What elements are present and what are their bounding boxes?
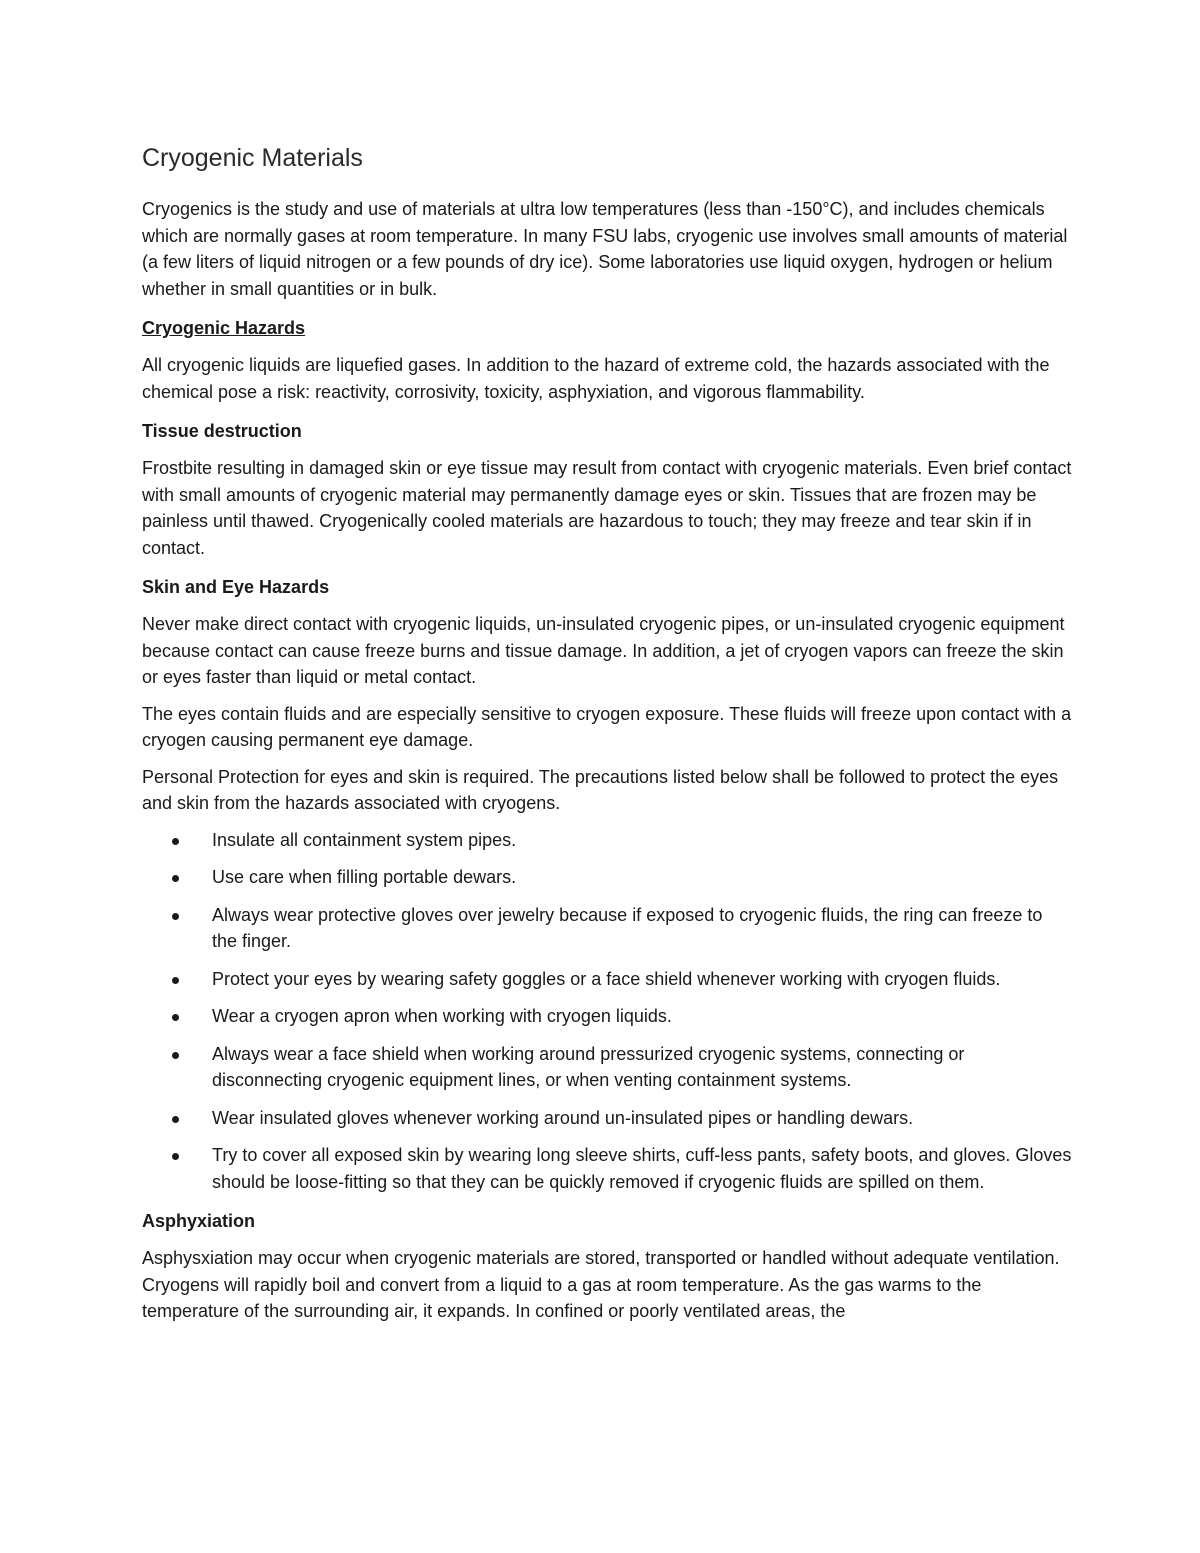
list-item-text: Protect your eyes by wearing safety goggles or a face shield whenever working with cryogen fluids. — [212, 968, 1001, 989]
list-item — [142, 827, 1072, 854]
bullet-icon — [172, 1052, 179, 1059]
list-item — [142, 902, 1072, 955]
list-item — [142, 864, 1072, 891]
bullet-icon — [172, 1014, 179, 1021]
bullet-icon — [172, 875, 179, 882]
list-item-text: Always wear protective gloves over jewelry because if exposed to cryogenic fluids, the ring can freeze to the finger. — [212, 904, 1043, 951]
bullet-icon — [172, 838, 179, 845]
bullet-icon — [172, 913, 179, 920]
asphyxiation-paragraph: Asphysxiation may occur when cryogenic materials are stored, transported or handled without adequate ventilation. Cryogens will rapidly boil and convert from a liquid to a gas at room temperature. As the gas warms to the temperature of the surrounding air, it expands. In confined or poorly ventilated areas, the — [142, 1248, 1060, 1321]
section-heading-cryogenic-hazards: Cryogenic Hazards — [142, 318, 306, 338]
list-item-text: Use care when filling portable dewars. — [212, 867, 517, 887]
list-item-text: Try to cover all exposed skin by wearing long sleeve shirts, cuff-less pants, safety boots, and gloves. Gloves should be loose-fitting so that they can be quickly removed if cryogenic fluids are spilled on them. — [212, 1145, 1072, 1192]
bullet-icon — [172, 1153, 179, 1160]
intro-paragraph: Cryogenics is the study and use of materials at ultra low temperatures (less than -150°C), and includes chemicals which are normally gases at room temperature. In many FSU labs, cryogenic use involves small amounts of material (a few liters of liquid nitrogen or a few pounds of dry ice). Some laboratories use liquid oxygen, hydrogen or helium whether in small quantities or in bulk. — [142, 199, 1068, 299]
section-heading-skin-eye-hazards: Skin and Eye Hazards — [142, 577, 330, 597]
document-title: Cryogenic Materials — [142, 144, 363, 172]
document-page — [142, 140, 1072, 1335]
list-item-text: Insulate all containment system pipes. — [212, 829, 517, 850]
hazards-paragraph: All cryogenic liquids are liquefied gases. In addition to the hazard of extreme cold, the hazards associated with the chemical pose a risk: reactivity, corrosivity, toxicity, asphyxiation, and vigorous flammability. — [142, 355, 1050, 402]
list-item — [142, 1041, 1072, 1094]
skin-eye-paragraph-1: Never make direct contact with cryogenic liquids, un-insulated cryogenic pipes, or un-insulated cryogenic equipment because contact can cause freeze burns and tissue damage. In addition, a jet of cryogen vapors can freeze the skin or eyes faster than liquid or metal contact. — [142, 614, 1065, 687]
section-heading-tissue-destruction: Tissue destruction — [142, 421, 302, 441]
list-item — [142, 1003, 1072, 1030]
bullet-icon — [172, 1116, 179, 1123]
list-item-text: Wear a cryogen apron when working with cryogen liquids. — [212, 1006, 672, 1026]
section-heading-asphyxiation: Asphyxiation — [142, 1211, 256, 1231]
tissue-paragraph: Frostbite resulting in damaged skin or eye tissue may result from contact with cryogenic materials. Even brief contact with small amounts of cryogenic material may permanently damage eyes or skin. Tissues that are frozen may be painless until thawed. Cryogenically cooled materials are hazardous to touch; they may freeze and tear skin if in contact. — [142, 458, 1072, 558]
list-item-text: Always wear a face shield when working around pressurized cryogenic systems, connecting or disconnecting cryogenic equipment lines, or when venting containment systems. — [212, 1043, 965, 1090]
bullet-icon — [172, 977, 179, 984]
precautions-list — [142, 827, 1072, 1196]
list-item-text: Wear insulated gloves whenever working around un-insulated pipes or handling dewars. — [212, 1107, 914, 1128]
list-item — [142, 966, 1072, 993]
skin-eye-paragraph-3: Personal Protection for eyes and skin is required. The precautions listed below shall be followed to protect the eyes and skin from the hazards associated with cryogens. — [142, 766, 1059, 813]
skin-eye-paragraph-2: The eyes contain fluids and are especially sensitive to cryogen exposure. These fluids will freeze upon contact with a cryogen causing permanent eye damage. — [142, 703, 1072, 750]
list-item — [142, 1142, 1072, 1195]
list-item — [142, 1105, 1072, 1132]
